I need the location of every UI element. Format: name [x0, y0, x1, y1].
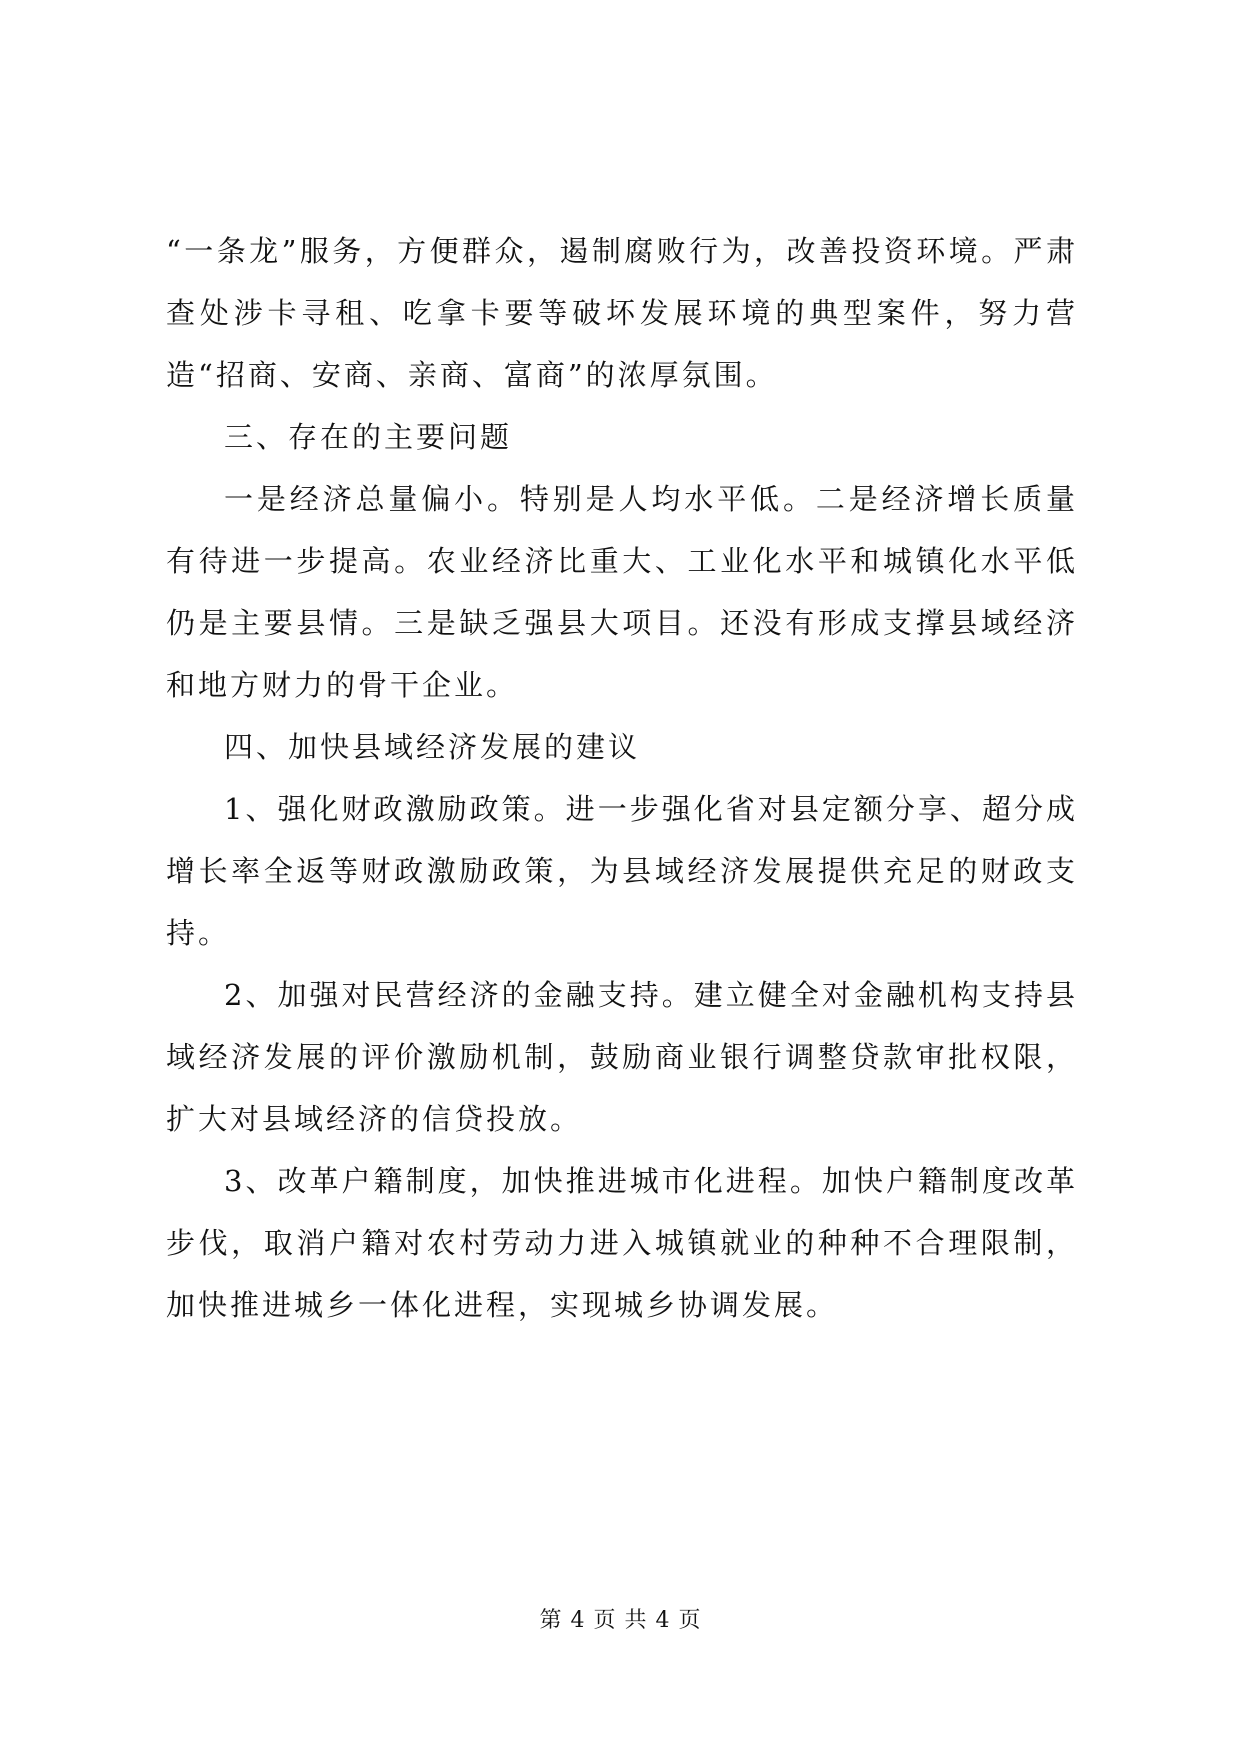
- document-body: [166, 220, 1078, 1336]
- paragraph-problems: 一是经济总量偏小。特别是人均水平低。二是经济增长质量有待进一步提高。农业经济比重大、工业化水平和城镇化水平低仍是主要县情。三是缺乏强县大项目。还没有形成支撑县域经济和地方财力的骨干企业。: [166, 482, 1078, 702]
- paragraph-suggestion-3: 3、改革户籍制度，加快推进城市化进程。加快户籍制度改革步伐，取消户籍对农村劳动力进入城镇就业的种种不合理限制，加快推进城乡一体化进程，实现城乡协调发展。: [166, 1164, 1078, 1322]
- section-heading-problems: 三、存在的主要问题: [224, 420, 513, 454]
- paragraph-suggestion-1: 1、强化财政激励政策。进一步强化省对县定额分享、超分成增长率全返等财政激励政策，为县域经济发展提供充足的财政支持。: [166, 792, 1078, 950]
- page-number-footer: 第 4 页 共 4 页: [539, 1608, 702, 1633]
- paragraph-suggestion-2: 2、加强对民营经济的金融支持。建立健全对金融机构支持县域经济发展的评价激励机制，鼓励商业银行调整贷款审批权限，扩大对县域经济的信贷投放。: [166, 978, 1078, 1136]
- paragraph-continuation: “一条龙”服务，方便群众，遏制腐败行为，改善投资环境。严肃查处涉卡寻租、吃拿卡要等破坏发展环境的典型案件，努力营造“招商、安商、亲商、富商”的浓厚氛围。: [166, 234, 1078, 392]
- section-heading-suggestions: 四、加快县域经济发展的建议: [224, 730, 641, 764]
